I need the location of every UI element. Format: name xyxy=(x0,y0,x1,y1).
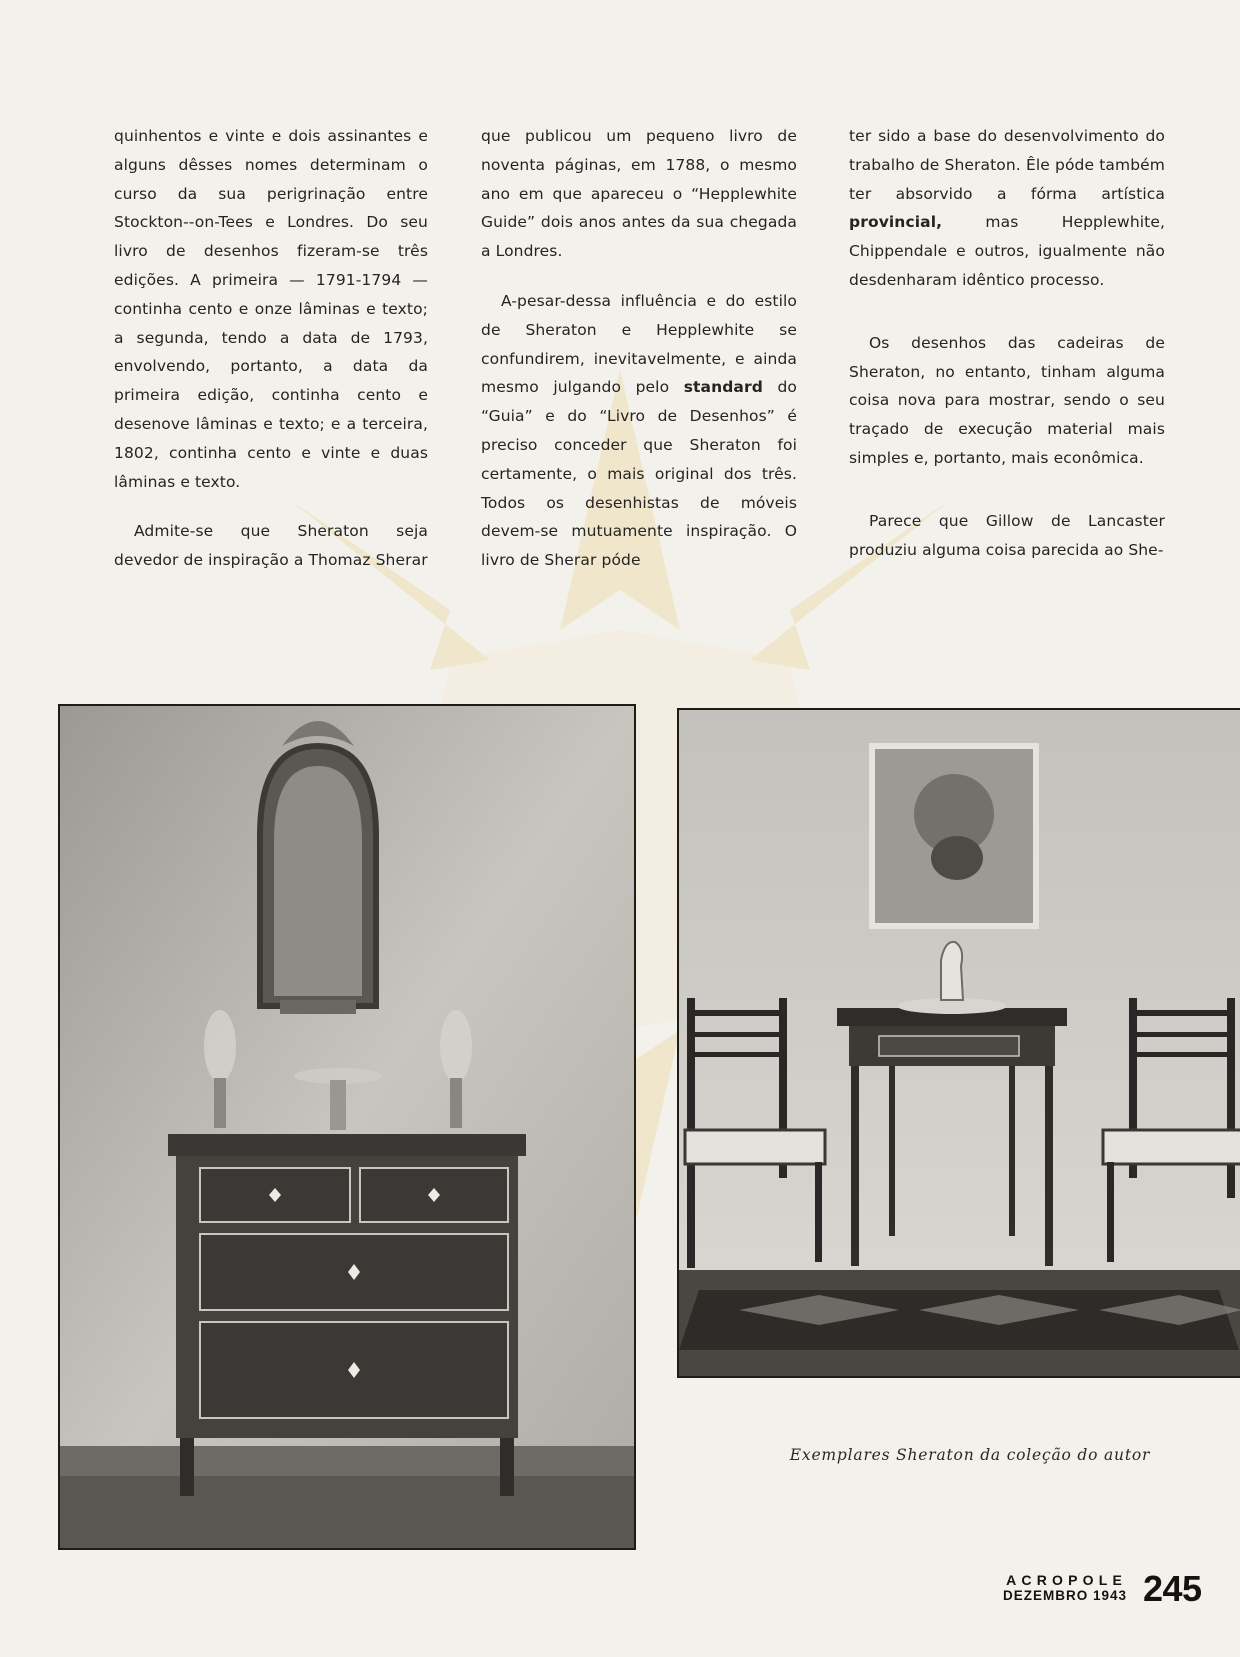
col2-paragraph-1: que publicou um pequeno livro de noventa páginas, em 1788, o mesmo ano em que apareceu o “Hepplewhite Guide” dois anos antes da sua chegada a Londres. xyxy=(481,127,797,261)
col1-paragraph-1: quinhentos e vinte e dois assinantes e alguns dêsses nomes determinam o curso da sua perigrinação entre Stockton--on-Tees e Londres. Do seu livro de desenhos fizeram-se três edições. A primeira — 1791-1794 — continha cento e onze lâminas e texto; a segunda, tendo a data de 1793, envolvendo, portanto, a data da primeira edição, continha cento e desenove lâminas e texto; e a terceira, 1802, continha cento e vinte e duas lâminas e texto. xyxy=(114,127,428,491)
text-column-3 xyxy=(849,122,1165,585)
photo-table-and-chairs xyxy=(677,708,1240,1378)
col2-p2-text-a: A-pesar-dessa influência e do estilo de Sheraton e Hepplewhite se confundirem, inevitavelmente, e ainda mesmo julgando pelo xyxy=(481,291,797,397)
text-column-1 xyxy=(114,122,428,596)
photo-chest-of-drawers xyxy=(58,704,636,1550)
footer-magazine-info xyxy=(1003,1573,1127,1603)
col2-p2-bold: standard xyxy=(683,378,763,397)
magazine-name: ACROPOLE xyxy=(1006,1572,1128,1588)
photo-caption: Exemplares Sheraton da coleção do autor xyxy=(789,1446,1151,1464)
text-column-2 xyxy=(481,122,797,596)
chest-of-drawers-illustration xyxy=(60,706,634,1548)
col1-paragraph-2: Admite-se que Sheraton seja devedor de inspiração a Thomaz Sherar xyxy=(114,522,428,570)
col2-paragraph-2 xyxy=(481,287,797,575)
col3-p1-text-a: ter sido a base do desenvolvimento do trabalho de Sheraton. Êle póde também ter absorvido a fórma artística xyxy=(849,127,1165,203)
col3-paragraph-3: Parece que Gillow de Lancaster produziu alguma coisa parecida ao She- xyxy=(849,511,1165,559)
col3-paragraph-1 xyxy=(849,122,1165,295)
col3-paragraph-2: Os desenhos das cadeiras de Sheraton, no entanto, tinham alguma coisa nova para mostrar, sendo o seu traçado de execução material mais simples e, portanto, mais econômica. xyxy=(849,333,1165,467)
issue-date: DEZEMBRO 1943 xyxy=(1003,1588,1128,1603)
col3-p1-text-b: mas Hepplewhite, Chippendale e outros, igualmente não desdenharam idêntico processo. xyxy=(849,213,1165,289)
col3-p1-bold: provincial, xyxy=(849,213,943,232)
table-and-chairs-illustration xyxy=(679,710,1240,1376)
page-number: 245 xyxy=(1143,1568,1202,1609)
col2-p2-text-b: do “Guia” e do “Livro de Desenhos” é preciso conceder que Sheraton foi certamente, o mais original dos três. Todos os desenhistas de móveis devem-se mutuamente inspiração. O livro de Sherar póde xyxy=(481,378,797,570)
